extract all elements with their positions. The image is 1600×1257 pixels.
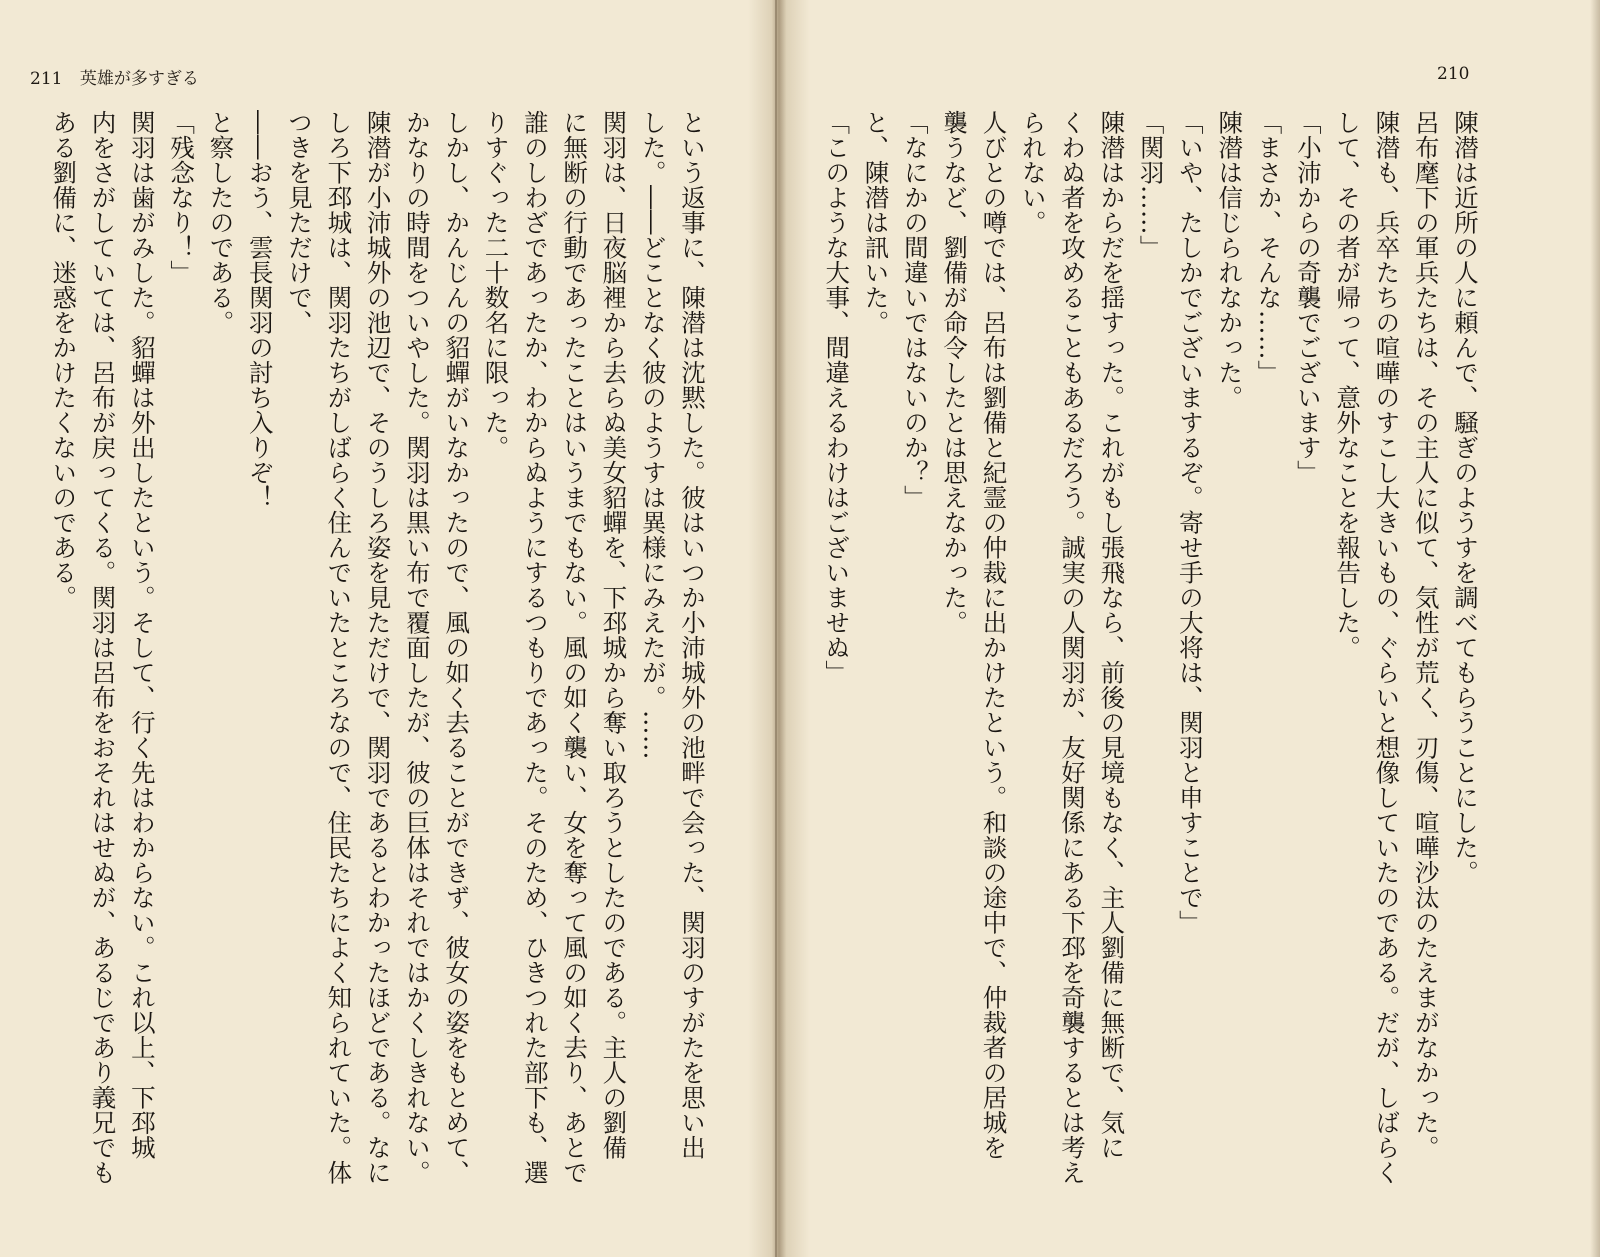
page-edge-shadow [1590,0,1600,1257]
left-text-line: つきを見ただけで、 [285,110,315,335]
left-text-line: りすぐった二十数名に限った。 [481,110,511,460]
left-text-line: 陳潜が小沛城外の池辺で、そのうしろ姿を見ただけで、関羽であるとわかったほどである。なに [363,110,393,1185]
right-page-number: 210 [1437,64,1470,84]
right-page-text [822,110,1485,1190]
right-text-line: 陳潜はからだを揺すった。これがもし張飛なら、前後の見境もなく、主人劉備に無断で、気に [1097,110,1127,1160]
left-text-line: 内をさがしていては、呂布が戻ってくる。関羽は呂布をおそれはせぬが、あるじであり義兄でも [88,110,118,1185]
left-running-head [30,64,199,89]
right-text-line: 呂布麾下の軍兵たちは、その主人に似て、気性が荒く、刃傷、喧嘩沙汰のたえまがなかった。 [1411,110,1441,1160]
left-text-line: 「残念なり！」 [167,110,197,285]
right-text-line: と、陳潜は訊いた。 [861,110,891,335]
left-text-line: かなりの時間をついやした。関羽は黒い布で覆面したが、彼の巨体はそれではかくしきれない。 [402,110,432,1185]
left-text-line: 誰のしわざであったか、わからぬようにするつもりであった。そのため、ひきつれた部下も、選 [520,110,550,1185]
right-text-line: して、その者が帰って、意外なことを報告した。 [1333,110,1363,660]
left-text-line: と察したのである。 [206,110,236,335]
right-text-line: 陳潜も、兵卒たちの喧嘩のすこし大きいもの、ぐらいと想像していたのである。だが、しばらく [1372,110,1402,1185]
right-text-line: 人びとの噂では、呂布は劉備と紀霊の仲裁に出かけたという。和談の途中で、仲裁者の居城を [979,110,1009,1160]
right-text-line: 「このような大事、間違えるわけはございませぬ」 [822,110,852,685]
right-text-line: 「なにかの間違いではないのか？」 [900,110,930,510]
left-page-number: 211 [30,69,63,89]
right-text-line: 「まさか、そんな……」 [1254,110,1284,385]
right-text-line: 陳潜は信じられなかった。 [1215,110,1245,410]
left-text-line: に無断の行動であったことはいうまでもない。風の如く襲い、女を奪って風の如く去り、あとで [560,110,590,1185]
right-text-line: られない。 [1018,110,1048,235]
right-running-head [1437,64,1469,84]
left-text-line: した。――どことなく彼のようすは異様にみえたが。…… [638,110,668,760]
left-page-text [32,110,712,1190]
right-text-line: 「いや、たしかでございまするぞ。寄せ手の大将は、関羽と申すことで」 [1175,110,1205,935]
left-text-line: しかし、かんじんの貂蟬がいなかったので、風の如く去ることができず、彼女の姿をもとめて、 [442,110,472,1185]
left-text-line: ――おう、雲長関羽の討ち入りぞ！ [245,110,275,510]
left-text-line: 関羽は歯がみした。貂蟬は外出したという。そして、行く先はわからない。これ以上、下邳城 [127,110,157,1160]
left-text-line: ある劉備に、迷惑をかけたくないのである。 [49,110,79,610]
left-text-line: しろ下邳城は、関羽たちがしばらく住んでいたところなので、住民たちによく知られていた。体 [324,110,354,1185]
right-text-line: 陳潜は近所の人に頼んで、騒ぎのようすを調べてもらうことにした。 [1451,110,1480,885]
right-text-line: 「小沛からの奇襲でございます」 [1293,110,1323,485]
gutter-fold-line [775,0,777,1257]
left-text-line: 関羽は、日夜脳裡から去らぬ美女貂蟬を、下邳城から奪い取ろうとしたのである。主人の劉備 [599,110,629,1160]
running-title: 英雄が多すぎる [79,69,199,89]
right-text-line: 襲うなど、劉備が命令したとは思えなかった。 [940,110,970,635]
right-text-line: くわぬ者を攻めることもあるだろう。誠実の人関羽が、友好関係にある下邳を奇襲するとは考え [1058,110,1088,1185]
right-text-line: 「関羽……」 [1136,110,1166,260]
book-gutter [748,0,810,1257]
left-text-line: という返事に、陳潜は沈黙した。彼はいつか小沛城外の池畔で会った、関羽のすがたを思い出 [678,110,707,1160]
